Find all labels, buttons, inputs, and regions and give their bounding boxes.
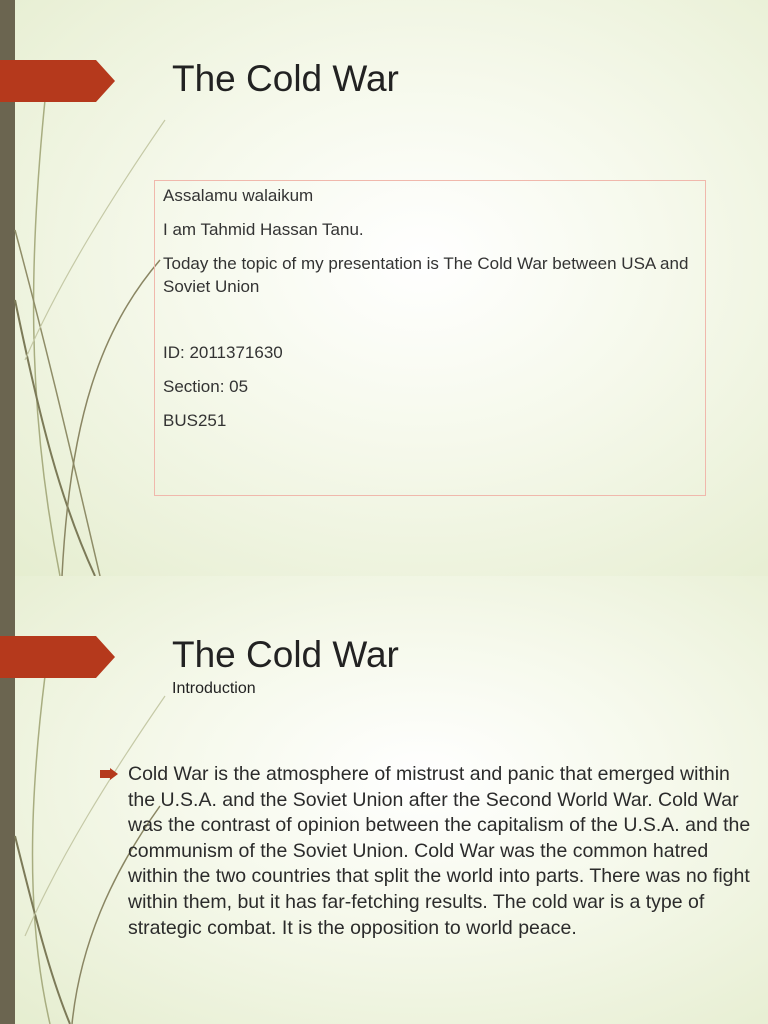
slide-subtitle: Introduction <box>172 680 256 697</box>
slide-title: The Cold War <box>172 634 399 675</box>
id-line: ID: 2011371630 <box>163 343 283 362</box>
bullet-item <box>100 762 760 941</box>
section-line: Section: 05 <box>163 377 249 396</box>
intro-text-box <box>154 180 706 496</box>
arrow-tab-icon <box>0 636 115 678</box>
name-line: I am Tahmid Hassan Tanu. <box>163 220 364 239</box>
bullet-text: Cold War is the atmosphere of mistrust and panic that emerged within the U.S.A. and the Soviet Union after the Second World War. Cold War was the contrast of opinion between the capitalism of the U.S.A. and the communism of the Soviet Union. Cold War was the common hatred within the two countries that split the world into parts. There was no fight within them, but it has far-fetching results. The cold war is a type of strategic combat. It is the opposition to world peace. <box>128 763 751 939</box>
greeting-line: Assalamu walaikum <box>163 186 314 205</box>
slide-2 <box>0 576 768 1024</box>
arrow-bullet-icon <box>100 767 118 779</box>
course-line: BUS251 <box>163 411 227 430</box>
arrow-tab-icon <box>0 60 115 102</box>
slide-title: The Cold War <box>172 58 399 99</box>
topic-line: Today the topic of my presentation is The Cold War between USA and Soviet Union <box>163 254 689 296</box>
